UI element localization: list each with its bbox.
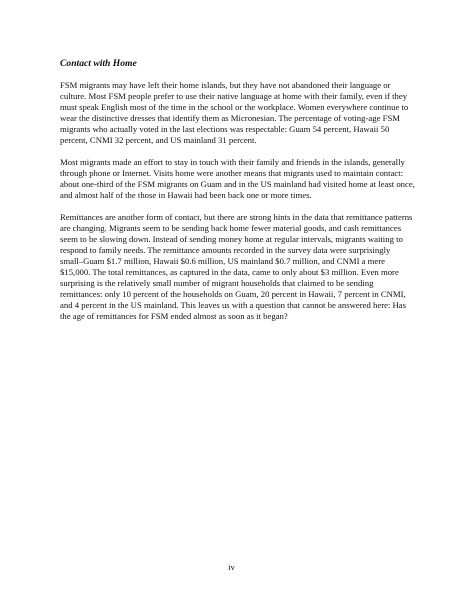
paragraph-remittances: Remittances are another form of contact, but there are strong hints in the data that remittance patterns are changing. Migrants seem to be sending back home fewer material goods, and cash remittances seem to be slowing down. Instead of sending money home at regular intervals, migrants waiting to respond to family needs. The remittance amounts recorded in the survey data were surprisingly small–Guam $1.7 million, Hawaii $0.6 million, US mainland $0.7 million, and CNMI a mere $15,000. The total remittances, as captured in the data, came to only about $3 million. Even more surprising is the relatively small number of migrant households that claimed to be sending remittances: only 10 percent of the households on Guam, 20 percent in Hawaii, 7 percent in CNMI, and 4 percent in the US mainland. This leaves us with a question that cannot be answered here: Has the age of remittances for FSM ended almost as soon as it began? bbox=[60, 212, 413, 321]
page-number: iv bbox=[228, 562, 235, 572]
section-heading: Contact with Home bbox=[60, 58, 137, 69]
paragraph-culture: FSM migrants may have left their home islands, but they have not abandoned their language or culture. Most FSM people prefer to use their native language at home with their family, even if they must speak English most of the time in the school or the workplace. Women everywhere continue to wear the distinctive dresses that identify them as Micronesian. The percentage of voting-age FSM migrants who actually voted in the last elections was respectable: Guam 54 percent, Hawaii 50 percent, CNMI 32 percent, and US mainland 31 percent. bbox=[60, 80, 409, 145]
document-page bbox=[60, 58, 415, 333]
paragraph-contact: Most migrants made an effort to stay in touch with their family and friends in the islands, generally through phone or Internet. Visits home were another means that migrants used to maintain contact: about one-third of the FSM migrants on Guam and in the US mainland had visited home at least once, and almost half of the those in Hawaii had been back one or more times. bbox=[60, 157, 415, 200]
